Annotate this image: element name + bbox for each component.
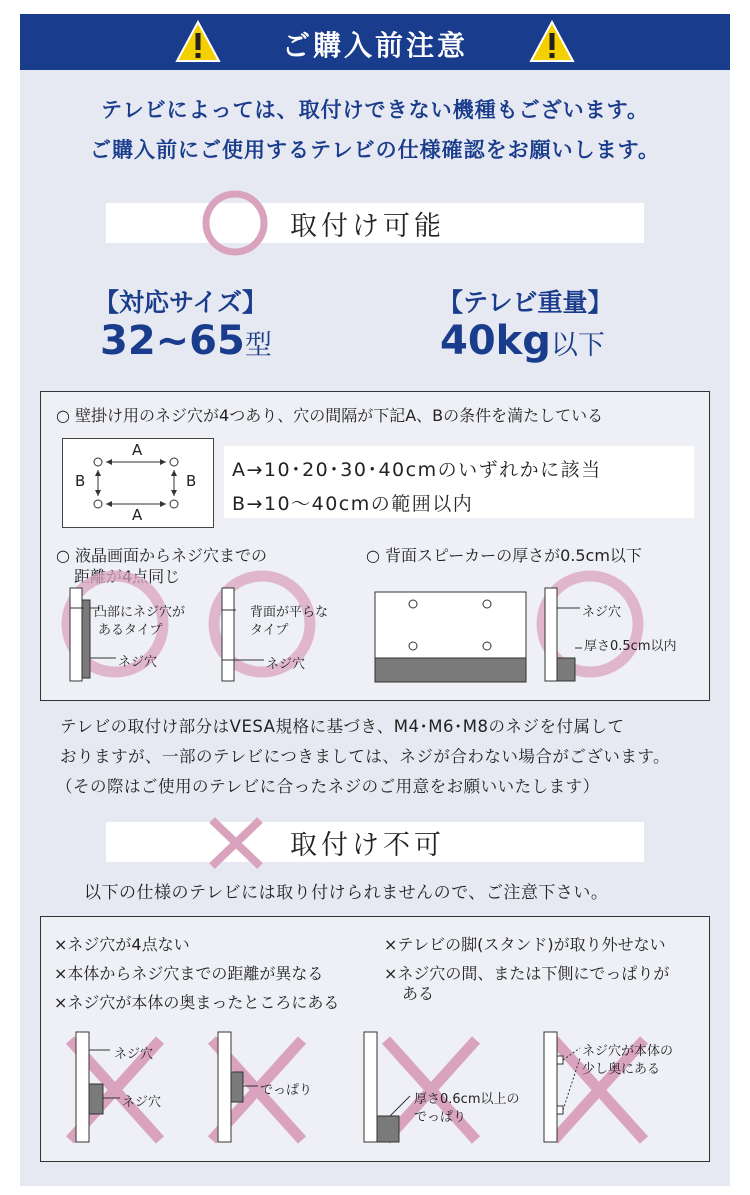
- ng-item-2: ×本体からネジ穴までの距離が異なる: [54, 964, 324, 983]
- weight-value: [440, 318, 605, 364]
- weight-number: 40kg: [440, 318, 551, 364]
- size-number: 32~65: [100, 318, 245, 364]
- ng-d1-label-2: ネジ穴: [122, 1095, 162, 1110]
- diagram-label-b-right: B: [186, 472, 197, 490]
- ok-circle-icon: [200, 188, 270, 258]
- ng-d1-label-1: ネジ穴: [114, 1047, 154, 1062]
- screw-hole-label-1: ネジ穴: [118, 655, 158, 670]
- diagram-label-a-bottom: A: [132, 506, 143, 524]
- ng-item-5-line-1: ×ネジ穴の間、または下側にでっぱりが: [384, 964, 670, 983]
- ng-item-1: ×ネジ穴が4点ない: [54, 935, 190, 954]
- impossible-heading: 取付け不可: [290, 830, 445, 861]
- ng-d3-label-2: でっぱり: [414, 1110, 467, 1125]
- ng-d4-label-2: 少し奥にある: [582, 1062, 661, 1077]
- intro-line-1: テレビによっては、取付けできない機種もございます。: [101, 98, 649, 122]
- rule-a: A→10･20･30･40cmのいずれかに該当: [232, 459, 602, 481]
- condition-equal-distance-1: ○ 液晶画面からネジ穴までの: [56, 546, 268, 565]
- size-value: [100, 318, 272, 364]
- screw-hole-label-2: ネジ穴: [266, 657, 306, 672]
- ng-item-4: ×テレビの脚(スタンド)が取り外せない: [384, 935, 666, 954]
- ng-d3-label-1: 厚さ0.6cm以上の: [414, 1092, 520, 1107]
- type-convex-1: 凸部にネジ穴が: [94, 605, 186, 620]
- note-line-1: テレビの取付け部分はVESA規格に基づき、M4･M6･M8のネジを付属して: [60, 717, 625, 736]
- screw-hole-label-3: ネジ穴: [582, 605, 622, 620]
- size-unit: 型: [244, 330, 272, 361]
- intro-line-2: ご購入前にご使用するテレビの仕様確認をお願いします。: [90, 138, 660, 162]
- type-convex-2: あるタイプ: [98, 623, 163, 638]
- condition-speaker: ○ 背面スピーカーの厚さが0.5cm以下: [366, 546, 642, 565]
- diagram-label-b-left: B: [75, 472, 86, 490]
- speaker-diagrams: [372, 568, 702, 688]
- thickness-label: 厚さ0.5cm以内: [584, 639, 677, 654]
- ng-item-5-line-2: ある: [402, 984, 435, 1003]
- warning-icon: [529, 20, 575, 64]
- weight-label: 【テレビ重量】: [438, 288, 613, 317]
- note-line-3: （その際はご使用のテレビに合ったネジのご用意をお願いいたします）: [56, 777, 600, 796]
- type-flat-1: 背面が平らな: [250, 605, 329, 620]
- ng-cross-icon: [208, 816, 264, 870]
- rule-b: B→10～40cmの範囲以内: [232, 493, 474, 515]
- impossible-subtitle: 以下の仕様のテレビには取り付けられませんので、ご注意下さい。: [84, 883, 609, 903]
- page-title: ご購入前注意: [281, 29, 468, 62]
- ng-item-3: ×ネジ穴が本体の奥まったところにある: [54, 993, 340, 1012]
- ng-d2-label: でっぱり: [260, 1083, 313, 1098]
- weight-unit: 以下: [550, 330, 605, 361]
- condition-vesa: ○ 壁掛け用のネジ穴が4つあり、穴の間隔が下記A、Bの条件を満たしている: [56, 406, 604, 425]
- condition-equal-distance-2: 距離が4点同じ: [74, 567, 181, 586]
- header-banner: [20, 14, 730, 70]
- type-flat-2: タイプ: [250, 623, 289, 638]
- diagram-label-a-top: A: [132, 441, 143, 459]
- ng-d4-label-1: ネジ穴が本体の: [582, 1044, 674, 1059]
- possible-heading: 取付け可能: [290, 211, 445, 242]
- note-line-2: おりますが、一部のテレビにつきましては、ネジが合わない場合がございます。: [60, 747, 671, 766]
- size-label: 【対応サイズ】: [94, 288, 268, 317]
